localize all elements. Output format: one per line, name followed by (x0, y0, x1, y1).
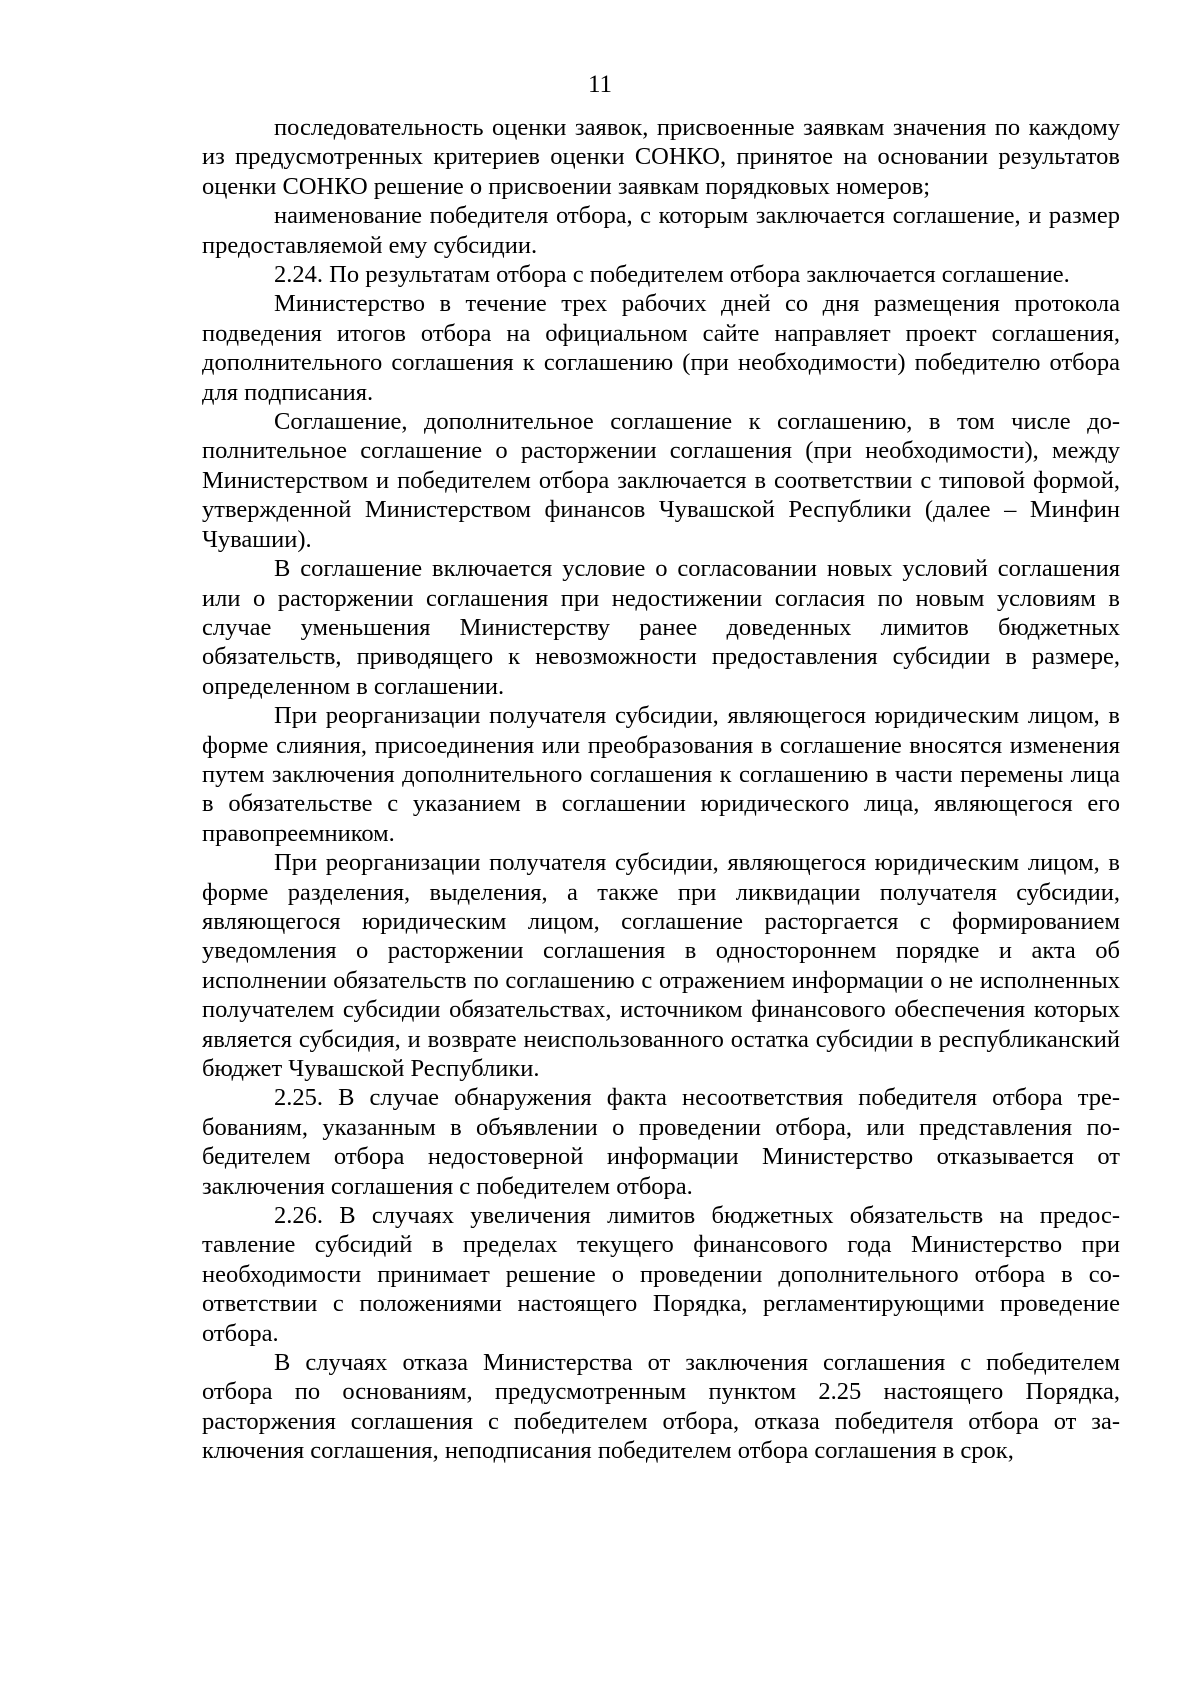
paragraph-2-26: 2.26. В случаях увеличения лимитов бюджетных обязательств на предоставление субсидий в пределах текущего финансового года Министерство при необходимости принимает решение о проведении дополнительного отбора в соответствии с положениями настоящего Порядка, регламентирующими проведение отбора. (202, 1202, 1120, 1347)
paragraph-agreement-condition: В соглашение включается условие о согласовании новых условий соглашения или о расторжении соглашения при недостижении согласия по новым условиям в случае уменьшения Министерству ранее доведенных лимитов бюджетных обязательств, приводящего к невозможности предоставления субсидии в размере, определенном в соглашении. (202, 555, 1120, 700)
paragraph-reorganization-division: При реорганизации получателя субсидии, являющегося юридическим лицом, в форме разделения, выделения, а также при ликвидации получателя субсидии, являющегося юридическим лицом, соглашение расторгается с формированием уведомления о расторжении соглашения в одностороннем порядке и акта об исполнении обязательств по соглашению с отражением информации о не исполненных получателем субсидии обязательствах, источником финансового обеспечения которых является субсидия, и возврате неиспользованного остатка субсидии в республиканский бюджет Чувашской Республики. (202, 849, 1120, 1082)
page-number: 11 (587, 71, 613, 98)
document-body (202, 113, 1120, 1466)
paragraph-ministry-draft: Министерство в течение трех рабочих дней со дня размещения протокола подведения итогов отбора на официальном сайте направляет проект соглашения, дополнительного соглашения к соглашению (при необходимости) победителю отбора для подписания. (202, 290, 1120, 406)
paragraph-2-25: 2.25. В случае обнаружения факта несоответствия победителя отбора требованиям, указанным в объявлении о проведении отбора, или представления победителем отбора недостоверной информации Министерство отказывается от заключения соглашения с победителем отбора. (202, 1084, 1120, 1200)
paragraph-2-24: 2.24. По результатам отбора с победителем отбора заключается соглашение. (274, 261, 1070, 289)
paragraph-agreement-form: Соглашение, дополнительное соглашение к соглашению, в том числе дополнительное соглашение о расторжении соглашения (при необходимости), между Министерством и победителем отбора заключается в соответствии с типовой формой, утвержденной Министерством финансов Чувашской Республики (далее – Минфин Чувашии). (202, 408, 1120, 553)
paragraph-refusal-cases: В случаях отказа Министерства от заключения соглашения с победителем отбора по основаниям, предусмотренным пунктом 2.25 настоящего Порядка, расторжения соглашения с победителем отбора, отказа победителя отбора от заключения соглашения, неподписания победителем отбора соглашения в срок, (202, 1349, 1120, 1465)
paragraph-winner-name: наименование победителя отбора, с которым заключается соглашение, и размер предоставляемой ему субсидии. (202, 202, 1120, 259)
paragraph-reorganization-merger: При реорганизации получателя субсидии, являющегося юридическим лицом, в форме слияния, присоединения или преобразования в соглашение вносятся изменения путем заключения дополнительного соглашения к соглашению в части перемены лица в обязательстве с указанием в соглашении юридического лица, являющегося его правопреемником. (202, 702, 1120, 847)
paragraph-evaluation-sequence: последовательность оценки заявок, присвоенные заявкам значения по каждому из предусмотренных критериев оценки СОНКО, принятое на основании результатов оценки СОНКО решение о присвоении заявкам порядковых номеров; (202, 114, 1120, 200)
